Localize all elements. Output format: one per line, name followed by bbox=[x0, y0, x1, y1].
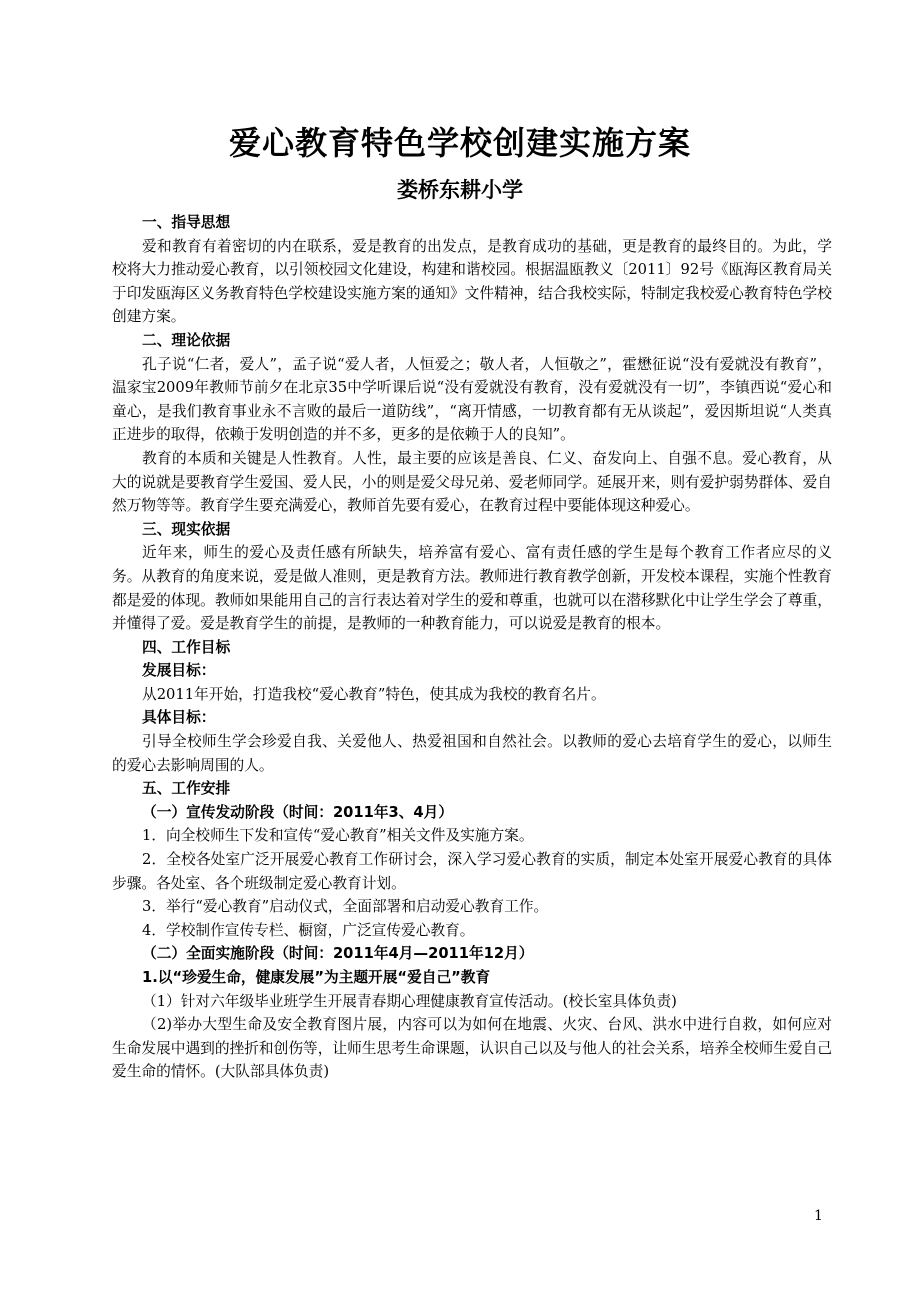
document-subtitle: 娄桥东耕小学 bbox=[397, 178, 523, 202]
section-heading: 三、现实依据 bbox=[142, 520, 231, 538]
section-heading: 四、工作目标 bbox=[142, 638, 231, 656]
list-item: （1）针对六年级毕业班学生开展青春期心理健康教育宣传活动。(校长室具体负责) bbox=[142, 992, 677, 1010]
stage-heading: （二）全面实施阶段（时间：2011年4月—2011年12月） bbox=[142, 945, 534, 963]
document-title: 爱心教育特色学校创建实施方案 bbox=[228, 124, 691, 162]
list-item: 2．全校各处室广泛开展爱心教育工作研讨会，深入学习爱心教育的实质，制定本处室开展爱心教育的具体步骤。各处室、各个班级制定爱心教育计划。 bbox=[112, 851, 832, 892]
document-body bbox=[112, 211, 832, 1084]
list-item: （2)举办大型生命及安全教育图片展，内容可以为如何在地震、火灾、台风、洪水中进行自救，如何应对生命发展中遇到的挫折和创伤等，让师生思考生命课题，认识自己以及与他人的社会关系，培养全校师生爱自己爱生命的情怀。(大队部具体负责) bbox=[112, 1016, 832, 1081]
paragraph: 教育的本质和关键是人性教育。人性，最主要的应该是善良、仁义、奋发向上、自强不息。爱心教育，从大的说就是要教育学生爱国、爱人民，小的则是爱父母兄弟、爱老师同学。延展开来，则有爱护弱势群体、爱自然万物等等。教育学生要充满爱心，教师首先要有爱心，在教育过程中要能体现这种爱心。 bbox=[112, 449, 832, 515]
paragraph: 孔子说“仁者，爱人”，孟子说“爱人者，人恒爱之；敬人者，人恒敬之”，霍懋征说“没有爱就没有教育”，温家宝2009年教师节前夕在北京35中学听课后说“没有爱就没有教育，没有爱就没有一切”，李镇西说“爱心和童心，是我们教育事业永不言败的最后一道防线”，“离开情感，一切教育都有无从谈起”，爱因斯坦说“人类真正进步的取得，依赖于发明创造的并不多，更多的是依赖于人的良知”。 bbox=[112, 355, 832, 444]
paragraph: 从2011年开始，打造我校“爱心教育”特色，使其成为我校的教育名片。 bbox=[142, 685, 606, 703]
section-heading: 二、理论依据 bbox=[142, 331, 231, 349]
paragraph: 引导全校师生学会珍爱自我、关爱他人、热爱祖国和自然社会。以教师的爱心去培育学生的爱心，以师生的爱心去影响周围的人。 bbox=[112, 733, 832, 774]
list-item: 3．举行“爱心教育”启动仪式，全面部署和启动爱心教育工作。 bbox=[142, 898, 549, 916]
section-heading: 五、工作安排 bbox=[142, 780, 231, 798]
theme-heading: 1.以“珍爱生命，健康发展”为主题开展“爱自己”教育 bbox=[142, 969, 491, 986]
list-item: 4．学校制作宣传专栏、橱窗，广泛宣传爱心教育。 bbox=[142, 921, 475, 939]
paragraph: 爱和教育有着密切的内在联系，爱是教育的出发点，是教育成功的基础，更是教育的最终目的。为此，学校将大力推动爱心教育，以引领校园文化建设，构建和谐校园。根据温瓯教义〔2011〕92号《瓯海区教育局关于印发瓯海区义务教育特色学校建设实施方案的通知》文件精神，结合我校实际，特制定我校爱心教育特色学校创建方案。 bbox=[112, 237, 832, 326]
list-item: 1．向全校师生下发和宣传“爱心教育”相关文件及实施方案。 bbox=[142, 827, 534, 845]
subheading: 发展目标： bbox=[142, 662, 216, 680]
stage-heading: （一）宣传发动阶段（时间：2011年3、4月） bbox=[142, 803, 454, 821]
section-heading: 一、指导思想 bbox=[142, 214, 231, 231]
page-number: 1 bbox=[814, 1208, 823, 1224]
subheading: 具体目标： bbox=[142, 709, 216, 727]
paragraph: 近年来，师生的爱心及责任感有所缺失，培养富有爱心、富有责任感的学生是每个教育工作者应尽的义务。从教育的角度来说，爱是做人准则，更是教育方法。教师进行教育教学创新，开发校本课程，实施个性教育都是爱的体现。教师如果能用自己的言行表达着对学生的爱和尊重，也就可以在潜移默化中让学生学会了尊重，并懂得了爱。爱是教育学生的前提，是教师的一种教育能力，可以说爱是教育的根本。 bbox=[112, 544, 832, 633]
